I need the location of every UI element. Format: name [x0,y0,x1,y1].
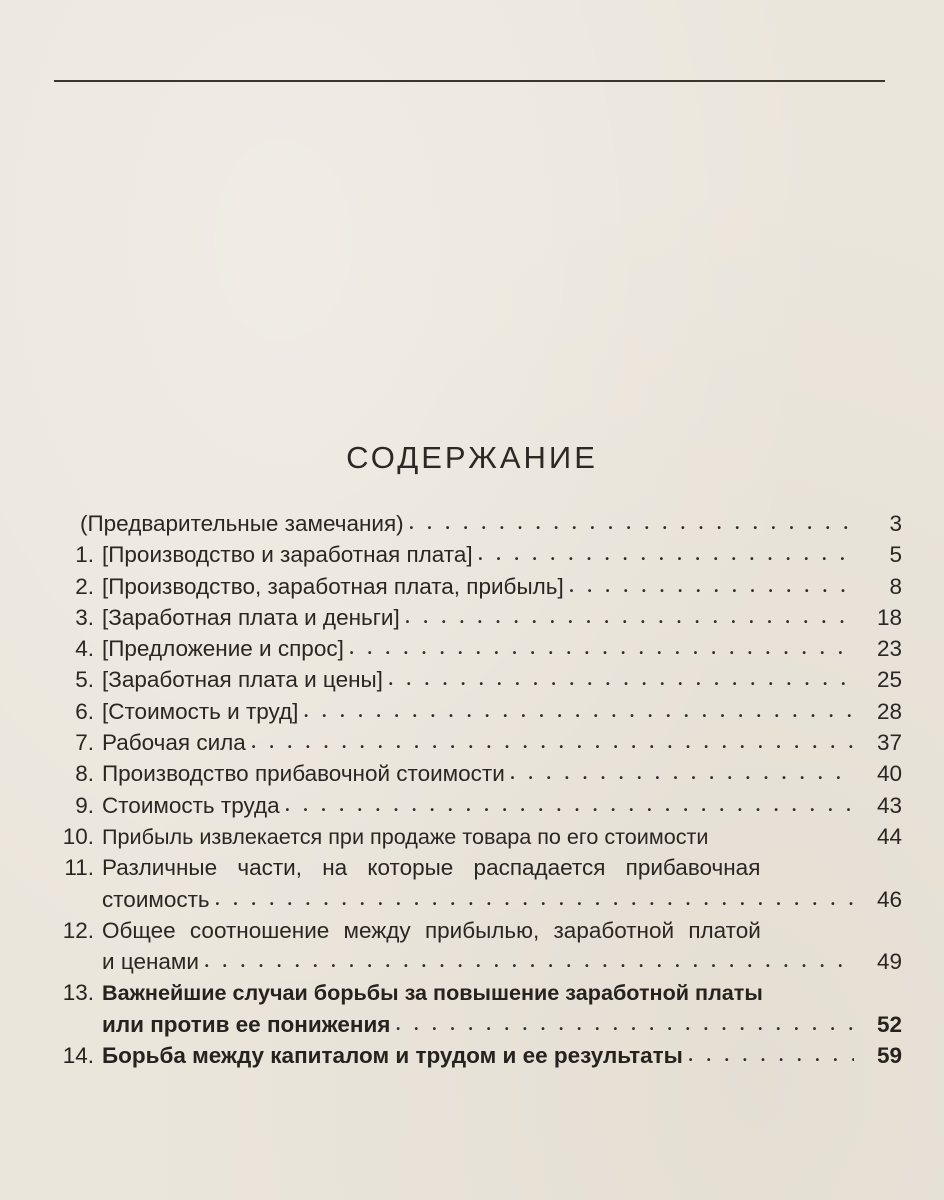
toc-entry [56,977,902,1040]
toc-entry [56,790,902,821]
toc-entry-number: 9. [75,792,94,818]
toc-page-number: 59 [876,1043,902,1069]
toc-entry-title-line1: Общее соотношение между прибылью, заработной платой [102,917,761,943]
toc-entry-title-line2: стоимость [102,886,210,912]
toc-entry-number: 8. [75,761,94,787]
toc-entry-number: 10. [62,823,94,849]
toc-entry-number: 5. [75,667,94,693]
toc-entry-title: [Производство, заработная плата, прибыль] [102,573,564,599]
toc-page-number: 46 [876,886,902,912]
toc-entry [56,758,902,789]
toc-entry-title: Стоимость труда [102,792,280,818]
toc-page-number: 52 [876,1011,902,1037]
toc-entry-title-line2: и ценами [102,949,199,975]
dot-leader [689,1040,854,1076]
toc-entry-title: Производство прибавочной стоимости [102,761,505,787]
toc-entry [56,727,902,758]
toc-entry-title: (Предварительные замечания) [80,511,404,536]
toc-entry [56,915,902,978]
toc-page-number: 18 [876,604,902,630]
toc-entry-title: [Производство и заработная плата] [102,542,473,568]
toc-entry-number: 1. [75,542,94,568]
toc-entry [56,696,902,727]
top-rule [54,80,885,82]
toc-entry-number: 11. [64,855,94,881]
toc-page-number: 25 [876,667,902,693]
toc-page-number: 49 [876,949,902,975]
toc-entry-number: 14. [62,1043,94,1069]
toc-entry-title: [Заработная плата и деньги] [102,604,400,630]
toc-entry [56,664,902,695]
toc-entry [56,852,902,915]
toc-entry-preface [56,508,902,539]
toc-entry-title: [Стоимость и труд] [102,698,299,724]
toc-page-number: 37 [876,730,902,756]
toc-entry [56,633,902,664]
toc-entry [56,602,902,633]
toc-page-number: 44 [876,823,902,849]
toc-entry-number: 3. [75,604,94,630]
toc-entry-title: [Заработная плата и цены] [102,667,383,693]
toc-entry-number: 7. [75,730,94,756]
toc-page-number: 8 [889,573,902,599]
toc-entry [56,1040,902,1071]
toc-entry-number: 2. [75,573,94,599]
toc-entry-number: 6. [75,698,94,724]
table-of-contents [56,508,902,1071]
toc-entry [56,571,902,602]
toc-page-number: 28 [876,698,902,724]
toc-entry-title: Борьба между капиталом и трудом и ее результаты [102,1043,683,1069]
toc-entry-title: [Предложение и спрос] [102,636,344,662]
toc-entry-title-line1: Важнейшие случаи борьбы за повышение заработной платы [102,980,763,1006]
toc-page-number: 40 [876,761,902,787]
toc-entry-title: Прибыль извлекается при продаже товара по его стоимости [102,823,709,849]
toc-entry-number: 4. [75,636,94,662]
contents-heading: СОДЕРЖАНИЕ [346,440,598,475]
toc-entry-number: 12. [62,917,94,943]
toc-page-number: 43 [876,792,902,818]
toc-entry-title-line2: или против ее понижения [102,1011,391,1037]
toc-page-number: 5 [889,542,902,568]
toc-page-number: 3 [889,511,902,536]
toc-entry-number: 13. [62,980,94,1006]
toc-page-number: 23 [876,636,902,662]
toc-entry-title-line1: Различные части, на которые распадается прибавочная [102,855,761,881]
toc-entry [56,821,902,852]
toc-entry-title: Рабочая сила [102,730,246,756]
toc-entry [56,539,902,570]
